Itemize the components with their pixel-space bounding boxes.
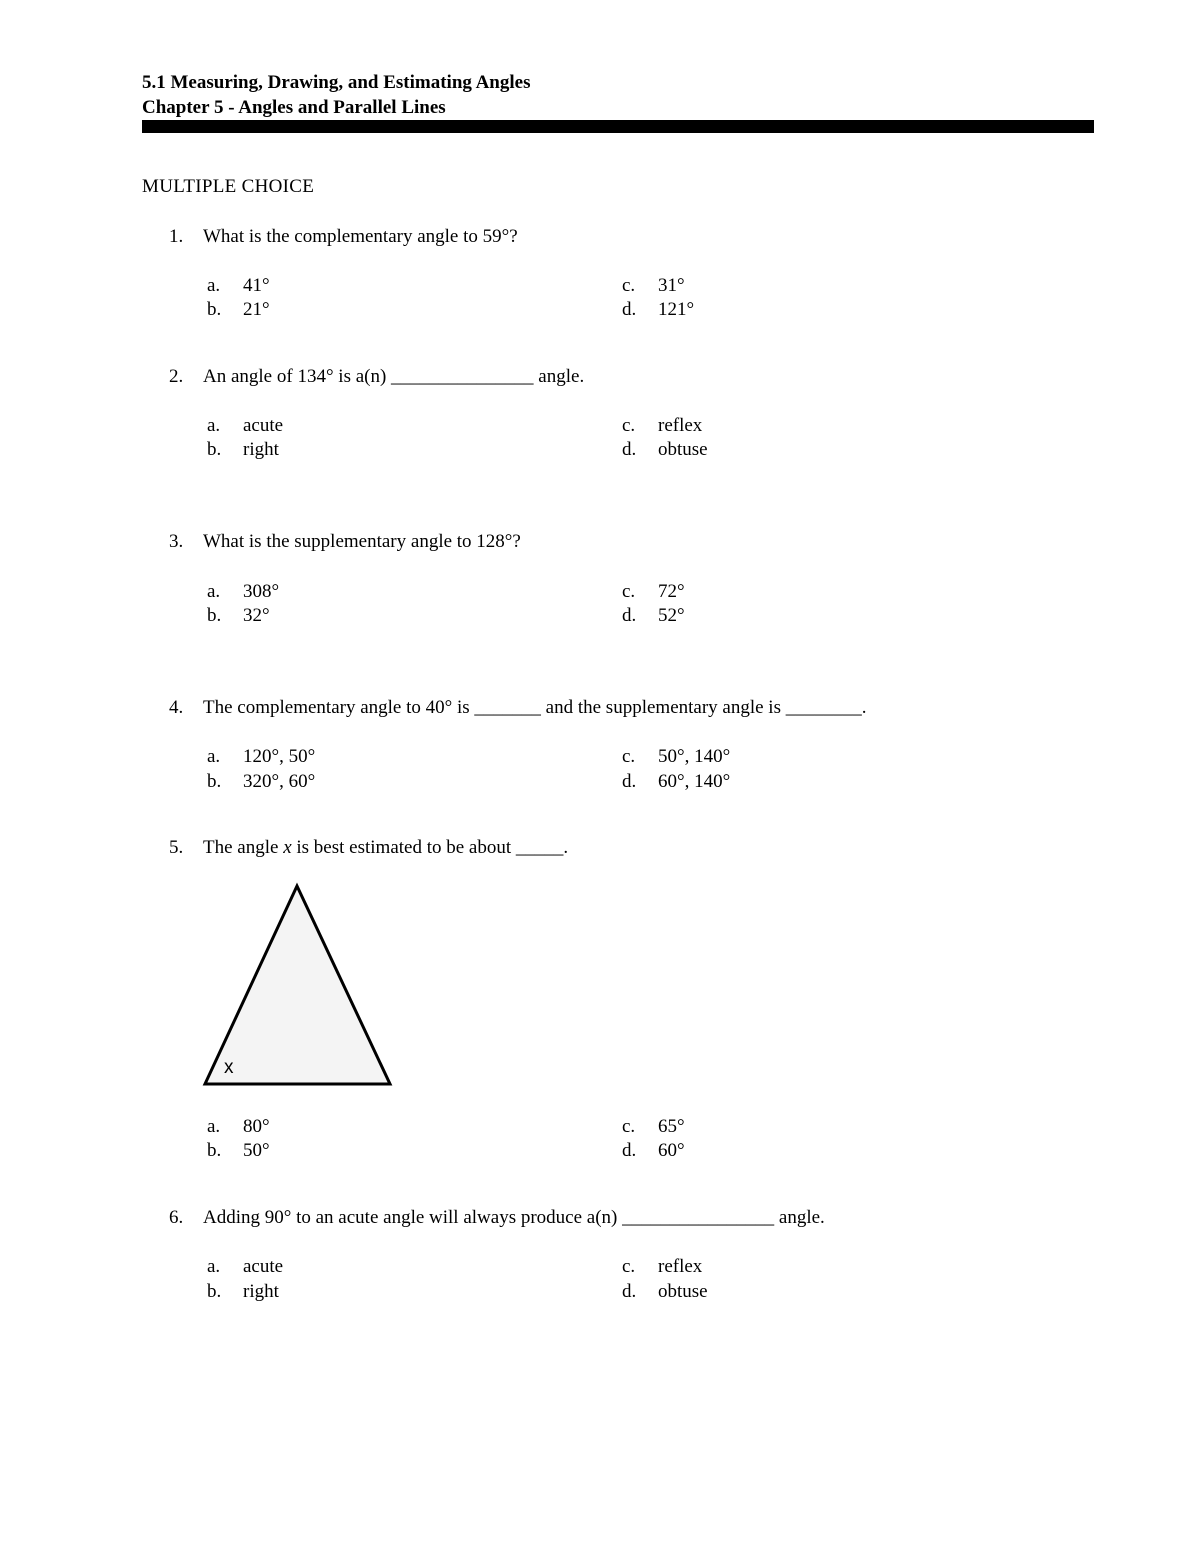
option-value: 31° [658, 275, 685, 296]
option-letter: b. [207, 299, 222, 320]
option-letter: d. [622, 439, 637, 460]
option-value: 320°, 60° [243, 771, 316, 792]
question-number: 5. [169, 837, 184, 858]
option-value: right [243, 439, 279, 460]
option-value: 21° [243, 299, 270, 320]
option-value: 72° [658, 581, 685, 602]
option-letter: d. [622, 1140, 637, 1161]
option-value: 308° [243, 581, 280, 602]
question-text: The complementary angle to 40° is _______ and the supplementary angle is ________. [203, 697, 867, 718]
question-number: 3. [169, 531, 184, 552]
option-value: obtuse [658, 1281, 708, 1302]
question-text [203, 837, 568, 859]
question-text-before: The angle [203, 837, 284, 858]
option-letter: a. [207, 1256, 221, 1277]
option-value: 60° [658, 1140, 685, 1161]
option-letter: b. [207, 771, 222, 792]
option-letter: d. [622, 605, 637, 626]
header-rule [142, 120, 1094, 133]
chapter-subtitle: Chapter 5 - Angles and Parallel Lines [142, 97, 446, 118]
question-number: 4. [169, 697, 184, 718]
option-letter: c. [622, 746, 636, 767]
option-value: 121° [658, 299, 695, 320]
triangle-shape [205, 886, 390, 1084]
option-value: reflex [658, 415, 703, 436]
section-title: MULTIPLE CHOICE [142, 176, 315, 197]
option-letter: a. [207, 746, 221, 767]
option-value: right [243, 1281, 279, 1302]
question-number: 6. [169, 1207, 184, 1228]
option-letter: b. [207, 439, 222, 460]
option-letter: b. [207, 1281, 222, 1302]
angle-variable: x [283, 837, 292, 858]
option-letter: c. [622, 1256, 636, 1277]
option-value: 50° [243, 1140, 270, 1161]
option-letter: b. [207, 605, 222, 626]
option-letter: a. [207, 581, 221, 602]
document-title: 5.1 Measuring, Drawing, and Estimating Angles [142, 72, 531, 93]
option-value: 65° [658, 1116, 685, 1137]
option-letter: b. [207, 1140, 222, 1161]
question-text: What is the complementary angle to 59°? [203, 226, 518, 247]
option-value: acute [243, 415, 284, 436]
option-letter: c. [622, 415, 636, 436]
option-value: reflex [658, 1256, 703, 1277]
question-text: What is the supplementary angle to 128°? [203, 531, 521, 552]
option-letter: d. [622, 1281, 637, 1302]
question-text: An angle of 134° is a(n) _______________ angle. [203, 366, 585, 387]
option-value: obtuse [658, 439, 708, 460]
question-text: Adding 90° to an acute angle will always produce a(n) ________________ angle. [203, 1207, 825, 1228]
option-letter: a. [207, 275, 221, 296]
option-letter: a. [207, 415, 221, 436]
option-value: 80° [243, 1116, 270, 1137]
option-value: 32° [243, 605, 270, 626]
option-letter: c. [622, 275, 636, 296]
question-number: 1. [169, 226, 184, 247]
question-text-after: is best estimated to be about _____. [291, 837, 569, 858]
option-value: 52° [658, 605, 685, 626]
option-value: 41° [243, 275, 270, 296]
option-value: 120°, 50° [243, 746, 316, 767]
option-value: 50°, 140° [658, 746, 731, 767]
option-letter: a. [207, 1116, 221, 1137]
angle-x-label: x [224, 1057, 234, 1078]
triangle-figure [200, 880, 400, 1095]
question-number: 2. [169, 366, 184, 387]
option-letter: c. [622, 1116, 636, 1137]
option-letter: d. [622, 771, 637, 792]
option-letter: d. [622, 299, 637, 320]
option-value: acute [243, 1256, 284, 1277]
option-value: 60°, 140° [658, 771, 731, 792]
option-letter: c. [622, 581, 636, 602]
